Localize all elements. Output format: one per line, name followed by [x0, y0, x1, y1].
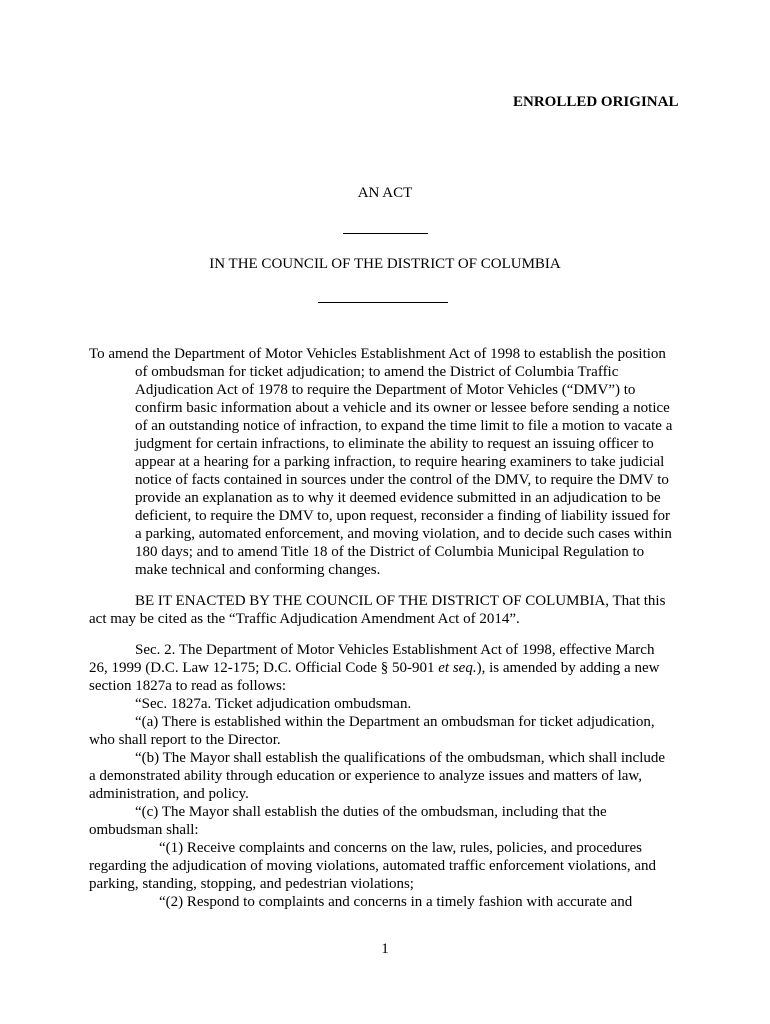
enacting-line: act may be cited as the “Traffic Adjudication Amendment Act of 2014”. — [89, 611, 520, 627]
enacting-line: BE IT ENACTED BY THE COUNCIL OF THE DISTRICT OF COLUMBIA, That this — [135, 593, 666, 609]
long-title-line: make technical and conforming changes. — [135, 562, 381, 578]
long-title-line: Adjudication Act of 1978 to require the Department of Motor Vehicles (“DMV”) to — [135, 382, 636, 398]
long-title-line: To amend the Department of Motor Vehicles Establishment Act of 1998 to establish the position — [89, 346, 666, 362]
long-title-line: appear at a hearing for a parking infraction, to require hearing examiners to take judicial — [135, 454, 665, 470]
subsection-a: “(a) There is established within the Department an ombudsman for ticket adjudication, — [135, 714, 655, 730]
council-heading: IN THE COUNCIL OF THE DISTRICT OF COLUMBIA — [209, 256, 561, 272]
section-line: 26, 1999 (D.C. Law 12-175; D.C. Official Code § 50-901 et seq.), is amended by adding a new — [89, 660, 660, 676]
paragraph-2: “(2) Respond to complaints and concerns in a timely fashion with accurate and — [159, 894, 633, 910]
subsection-c: ombudsman shall: — [89, 822, 199, 838]
subsection-b: “(b) The Mayor shall establish the qualifications of the ombudsman, which shall include — [135, 750, 666, 766]
paragraph-1: regarding the adjudication of moving violations, automated traffic enforcement violations, and — [89, 858, 657, 874]
paragraph-1: “(1) Receive complaints and concerns on the law, rules, policies, and procedures — [159, 840, 643, 856]
long-title-line: notice of facts contained in sources under the control of the DMV, to require the DMV to — [135, 472, 669, 488]
enrolled-original-stamp: ENROLLED ORIGINAL — [513, 94, 679, 110]
long-title-line: of ombudsman for ticket adjudication; to amend the District of Columbia Traffic — [135, 364, 619, 380]
long-title-line: confirm basic information about a vehicle and its owner or lessee before sending a notice — [135, 400, 670, 416]
long-title-line: provide an explanation as to why it deemed evidence submitted in an adjudication to be — [135, 490, 661, 506]
subsection-a: who shall report to the Director. — [89, 732, 281, 748]
enacting-clause — [89, 592, 689, 628]
section-heading: “Sec. 1827a. Ticket adjudication ombudsman. — [135, 696, 412, 712]
section-2 — [89, 641, 689, 911]
long-title — [89, 345, 689, 579]
subsection-b: administration, and policy. — [89, 786, 249, 802]
subsection-c: “(c) The Mayor shall establish the duties of the ombudsman, including that the — [135, 804, 607, 820]
long-title-line: 180 days; and to amend Title 18 of the District of Columbia Municipal Regulation to — [135, 544, 645, 560]
section-line: Sec. 2. The Department of Motor Vehicles Establishment Act of 1998, effective March — [135, 642, 655, 658]
long-title-line: a parking, automated enforcement, and moving violation, and to decide such cases within — [135, 526, 672, 542]
paragraph-1: parking, standing, stopping, and pedestrian violations; — [89, 876, 414, 892]
act-title: AN ACT — [357, 185, 413, 201]
section-line: section 1827a to read as follows: — [89, 678, 287, 694]
long-title-line: deficient, to require the DMV to, upon request, reconsider a finding of liability issued for — [135, 508, 671, 524]
long-title-line: of an outstanding notice of infraction, to expand the time limit to file a motion to vacate a — [135, 418, 673, 434]
title-rule — [343, 233, 428, 234]
long-title-line: judgment for certain infractions, to eliminate the ability to request an issuing officer to — [135, 436, 654, 452]
council-rule — [318, 302, 448, 303]
et-seq-italic: et seq. — [438, 660, 477, 676]
document-body — [89, 345, 689, 911]
page-number: 1 — [381, 941, 389, 957]
subsection-b: a demonstrated ability through education or experience to analyze issues and matters of law, — [89, 768, 643, 784]
